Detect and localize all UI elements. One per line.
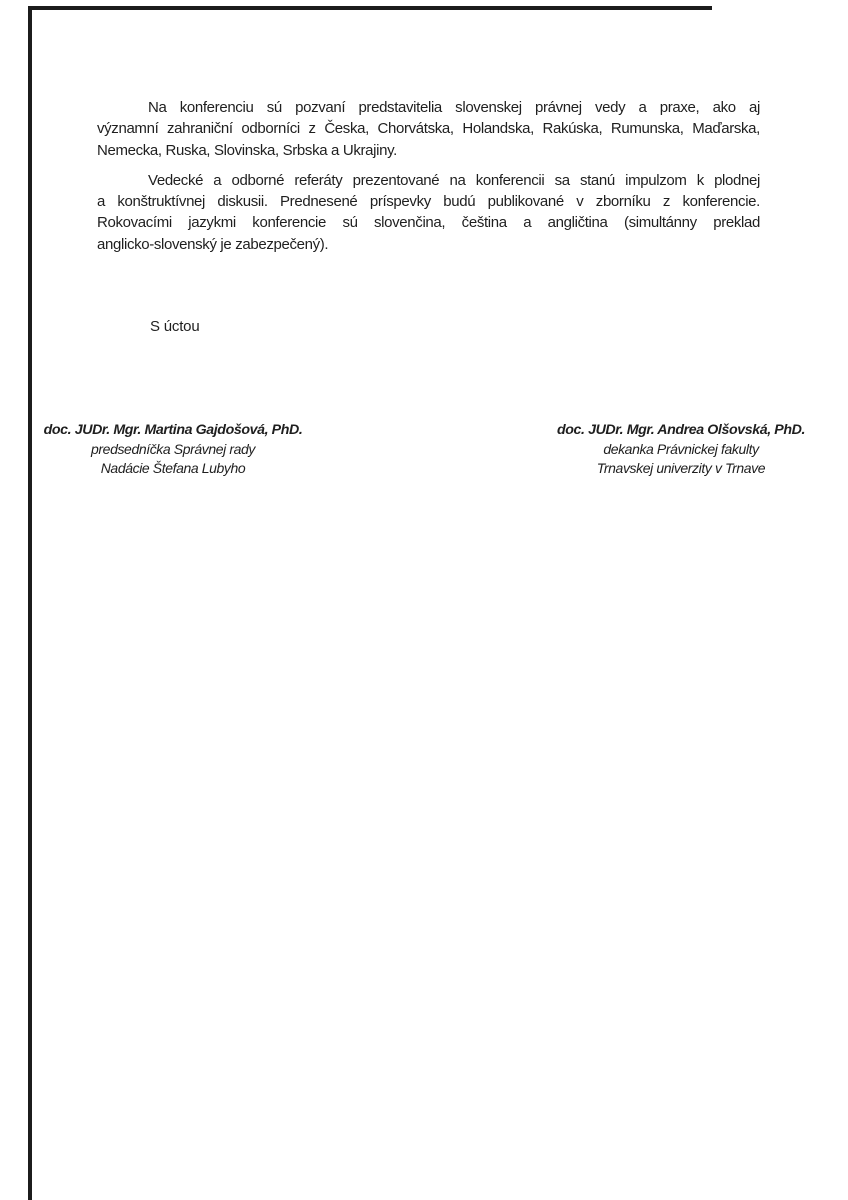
paragraph-invitees bbox=[97, 97, 760, 161]
paragraph-line: významní zahraniční odborníci z Česka, Chorvátska, Holandska, Rakúska, Rumunska, Maďarska, bbox=[97, 120, 760, 138]
paragraph-line: a konštruktívnej diskusii. Prednesené príspevky budú publikované v zborníku z konferencie. bbox=[97, 193, 760, 211]
paragraph-line: Nemecka, Ruska, Slovinska, Srbska a Ukrajiny. bbox=[97, 141, 397, 159]
paragraph-line: Vedecké a odborné referáty prezentované na konferencii sa stanú impulzom k plodnej bbox=[148, 171, 760, 189]
signature-name: doc. JUDr. Mgr. Andrea Olšovská, PhD. bbox=[556, 422, 805, 438]
paragraph-line: anglicko-slovenský je zabezpečený). bbox=[97, 235, 329, 253]
salutation: S úctou bbox=[150, 318, 200, 335]
paragraph-line: Rokovacími jazykmi konferencie sú slovenčina, čeština a angličtina (simultánny preklad bbox=[97, 214, 760, 232]
paragraph-conference-info bbox=[97, 170, 760, 255]
scan-border-left-line bbox=[28, 6, 32, 1200]
paragraph-line: Na konferenciu sú pozvaní predstavitelia slovenskej právnej vedy a praxe, ako aj bbox=[148, 99, 760, 116]
signature-organization: Trnavskej univerzity v Trnave bbox=[596, 460, 766, 477]
signature-block-left bbox=[28, 421, 318, 479]
signature-role: predsedníčka Správnej rady bbox=[91, 441, 255, 458]
signature-organization: Nadácie Štefana Lubyho bbox=[100, 460, 246, 477]
letter-body bbox=[97, 97, 760, 264]
signature-role: dekanka Právnickej fakulty bbox=[603, 441, 759, 458]
scan-border-top-line bbox=[28, 6, 712, 10]
signature-name: doc. JUDr. Mgr. Martina Gajdošová, PhD. bbox=[43, 422, 303, 438]
signature-block-right bbox=[536, 421, 826, 479]
